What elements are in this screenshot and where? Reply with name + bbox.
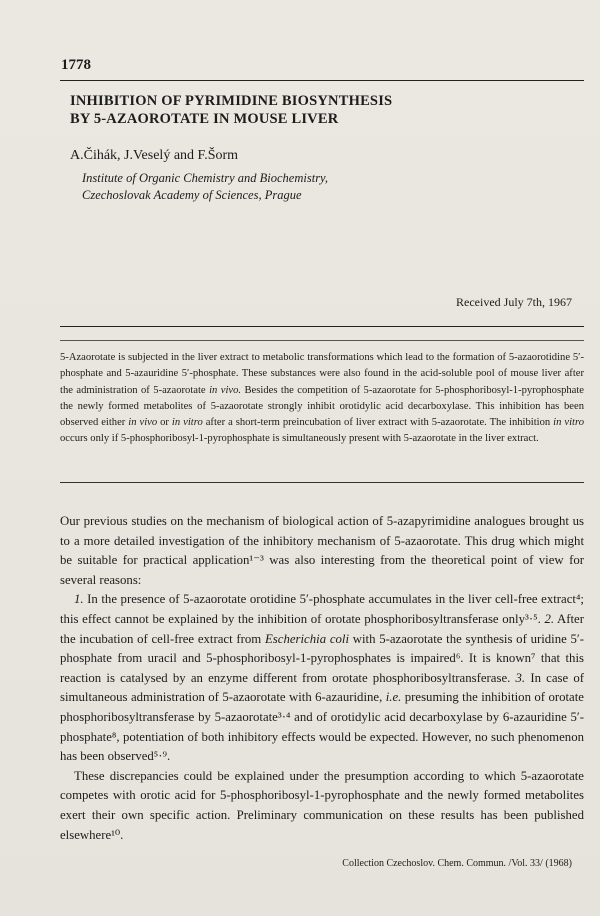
journal-footer: Collection Czechoslov. Chem. Commun. /Vol. 33/ (1968) xyxy=(342,858,572,869)
paragraph-2 xyxy=(60,590,584,766)
body-text xyxy=(60,512,584,845)
abstract-italic-1: in vivo. xyxy=(209,384,242,396)
list-marker-1: 1. xyxy=(74,592,84,607)
paragraph-2-text-a: In the presence of 5-azaorotate orotidine 5′-phosphate accumulates in the liver cell-free extract⁴; this effect cannot be explained by the inhibition of orotate phosphoribosyltransferase only³·⁵. xyxy=(60,592,584,626)
authors: A.Čihák, J.Veselý and F.Šorm xyxy=(70,148,239,163)
abstract-text-5: occurs only if 5-phosphoribosyl-1-pyrophosphate is simultaneously present with 5-azaorotate in the liver extract. xyxy=(60,433,539,445)
abstract xyxy=(60,350,584,448)
paragraph-2-text-e: presuming the inhibition of orotate phosphoribosyltransferase by 5-azaorotate³·⁴ and of orotidylic acid decarboxylase by 6-azauridine 5′-phosphate⁸, potentiation of both inhibitory effects would be expected. However, no such phenomenon has been observed⁵·⁹. xyxy=(60,690,584,764)
abstract-italic-2: in vivo xyxy=(128,417,158,429)
paragraph-2-text-d: In case of simultaneous administration of 5-azaorotate with 6-azauridine, xyxy=(60,670,585,705)
abstract-text-4: after a short-term preincubation of liver extract with 5-azaorotate. The inhibition xyxy=(202,417,554,429)
paragraph-2-text-b: After the incubation of cell-free extract from xyxy=(60,611,584,646)
affiliation-line-1: Institute of Organic Chemistry and Biochemistry, xyxy=(82,171,329,185)
header-rule xyxy=(60,80,584,81)
abstract-text-2: Besides the competition of 5-azaorotate for 5-phosphoribosyl-1-pyrophosphate the newly formed metabolites of 5-azaorotate strongly inhibit orotidylic acid decarboxylase. This inhibition has been observed either xyxy=(60,384,585,429)
page-number: 1778 xyxy=(61,57,91,73)
abstract-text-1: 5-Azaorotate is subjected in the liver extract to metabolic transformations which lead to the formation of 5-azaorotidine 5′-phosphate and 5-azauridine 5′-phosphate. These substances were also found in the acid-soluble pool of mouse liver after the administration of 5-azaorotate xyxy=(60,352,584,396)
article-title xyxy=(70,92,570,128)
list-marker-3: 3. xyxy=(515,670,526,685)
abstract-italic-4: in vitro xyxy=(553,417,584,429)
species-name: Escherichia coli xyxy=(264,631,350,646)
paragraph-1: Our previous studies on the mechanism of biological action of 5-azapyrimidine analogues brought us to a more detailed investigation of the inhibitory mechanism of 5-azaorotate. This drug which might be suitable for practical application¹⁻³ was also interesting from the theoretical point of view for several reasons: xyxy=(60,514,584,587)
affiliation xyxy=(82,170,502,204)
ie-abbrev: i.e. xyxy=(385,690,402,705)
paragraph-3: These discrepancies could be explained under the presumption according to which 5-azaorotate competes with orotic acid for 5-phosphoribosyl-1-pyrophosphate and the newly formed metabolites exert their own specific action. Preliminary communication on these results has been published elsewhere¹⁰. xyxy=(60,768,584,842)
abstract-rule-top-thin xyxy=(60,340,584,341)
list-marker-2: 2. xyxy=(544,611,555,626)
received-date: Received July 7th, 1967 xyxy=(456,295,572,309)
affiliation-line-2: Czechoslovak Academy of Sciences, Prague xyxy=(82,188,302,202)
abstract-italic-3: in vitro xyxy=(171,417,203,429)
abstract-rule-top xyxy=(60,326,584,327)
paragraph-2-text-c: with 5-azaorotate the synthesis of uridine 5′-phosphate from uracil and 5-phosphoribosyl-1-pyrophosphates is impaired⁶. It is known⁷ that this reaction is catalysed by an enzyme different from orotate phosphoribosyltransferase. xyxy=(60,631,584,685)
title-line-1: INHIBITION OF PYRIMIDINE BIOSYNTHESIS xyxy=(70,93,393,109)
abstract-text-3: or xyxy=(157,417,172,429)
abstract-rule-bottom xyxy=(60,482,584,483)
title-line-2: BY 5-AZAOROTATE IN MOUSE LIVER xyxy=(70,111,339,127)
